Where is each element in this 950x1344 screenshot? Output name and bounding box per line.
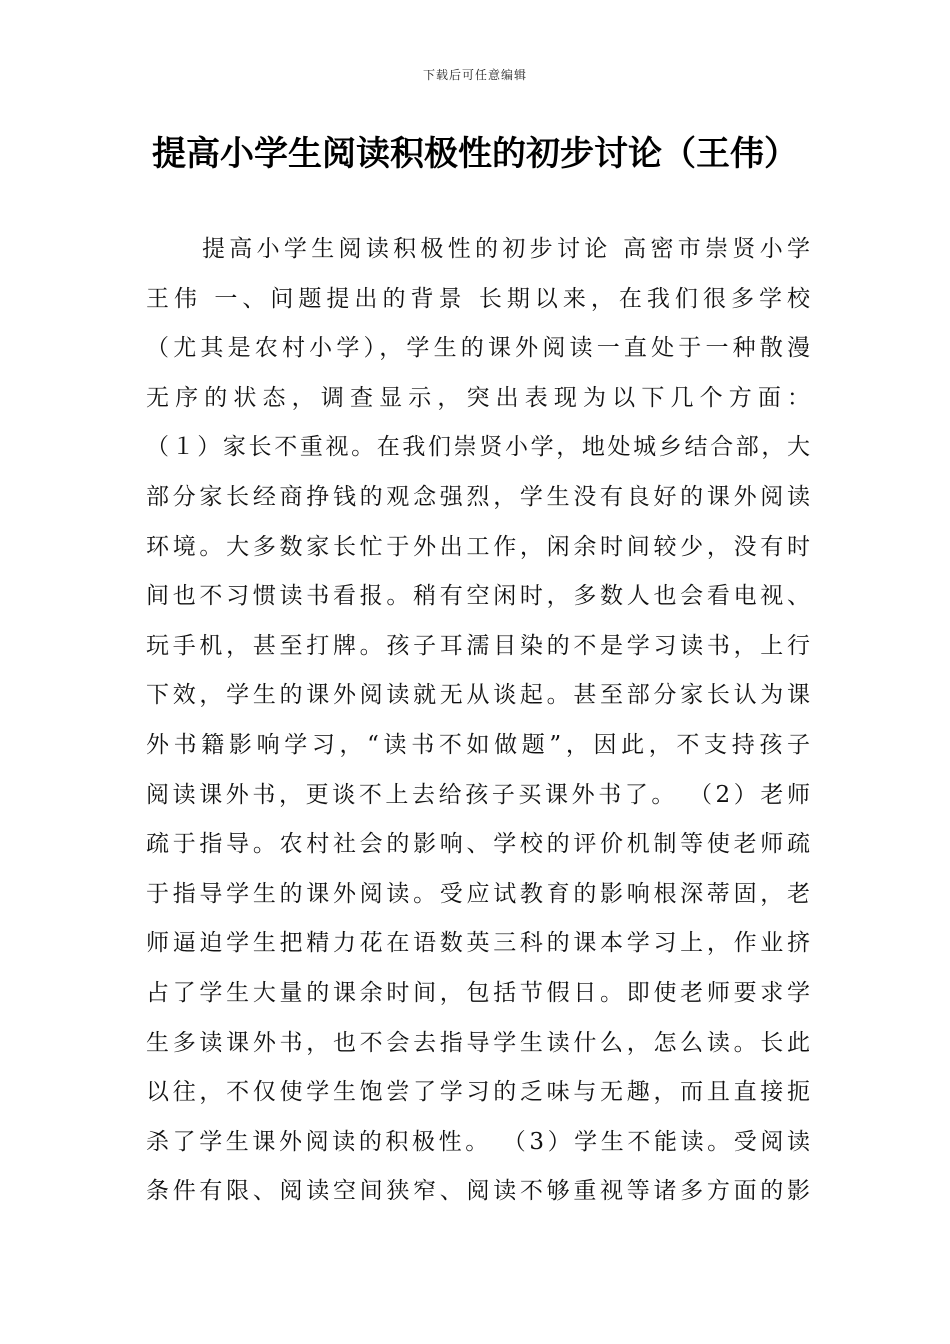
body-line: 下效，学生的课外阅读就无从谈起。甚至部分家长认为课 — [146, 682, 810, 709]
body-line: 条件有限、阅读空间狭窄、阅读不够重视等诸多方面的影 — [146, 1178, 810, 1205]
body-line: 外书籍影响学习，“读书不如做题”，因此，不支持孩子 — [146, 731, 810, 758]
body-line: 疏于指导。农村社会的影响、学校的评价机制等使老师疏 — [146, 831, 810, 858]
body-line: （１）家长不重视。在我们崇贤小学，地处城乡结合部，大 — [146, 434, 810, 461]
body-line: 生多读课外书，也不会去指导学生读什么，怎么读。长此 — [146, 1029, 810, 1056]
body-line: 王伟 一、问题提出的背景 长期以来，在我们很多学校 — [146, 285, 810, 312]
body-line: 无序的状态，调查显示，突出表现为以下几个方面： — [146, 384, 810, 411]
body-line: 占了学生大量的课余时间，包括节假日。即使老师要求学 — [146, 979, 810, 1006]
body-line: 杀了学生课外阅读的积极性。 （3）学生不能读。受阅读 — [146, 1128, 810, 1155]
body-line: 提高小学生阅读积极性的初步讨论 高密市崇贤小学 — [202, 236, 810, 262]
body-line: 环境。大多数家长忙于外出工作，闲余时间较少，没有时 — [146, 533, 810, 560]
body-line: 以往，不仅使学生饱尝了学习的乏味与无趣，而且直接扼 — [146, 1079, 810, 1106]
body-line: 间也不习惯读书看报。稍有空闲时，多数人也会看电视、 — [146, 583, 810, 610]
body-line: 师逼迫学生把精力花在语数英三科的课本学习上，作业挤 — [146, 930, 810, 957]
body-line: 玩手机，甚至打牌。孩子耳濡目染的不是学习读书，上行 — [146, 632, 810, 659]
body-line: 阅读课外书，更谈不上去给孩子买课外书了。 （2）老师 — [146, 781, 810, 808]
document-title: 提高小学生阅读积极性的初步讨论（王伟） — [152, 134, 798, 174]
body-line: 于指导学生的课外阅读。受应试教育的影响根深蒂固，老 — [146, 880, 810, 907]
header-note: 下载后可任意编辑 — [422, 68, 527, 82]
body-line: 部分家长经商挣钱的观念强烈，学生没有良好的课外阅读 — [146, 483, 810, 510]
body-line: （尤其是农村小学），学生的课外阅读一直处于一种散漫 — [146, 335, 810, 362]
document-body — [146, 225, 810, 1217]
